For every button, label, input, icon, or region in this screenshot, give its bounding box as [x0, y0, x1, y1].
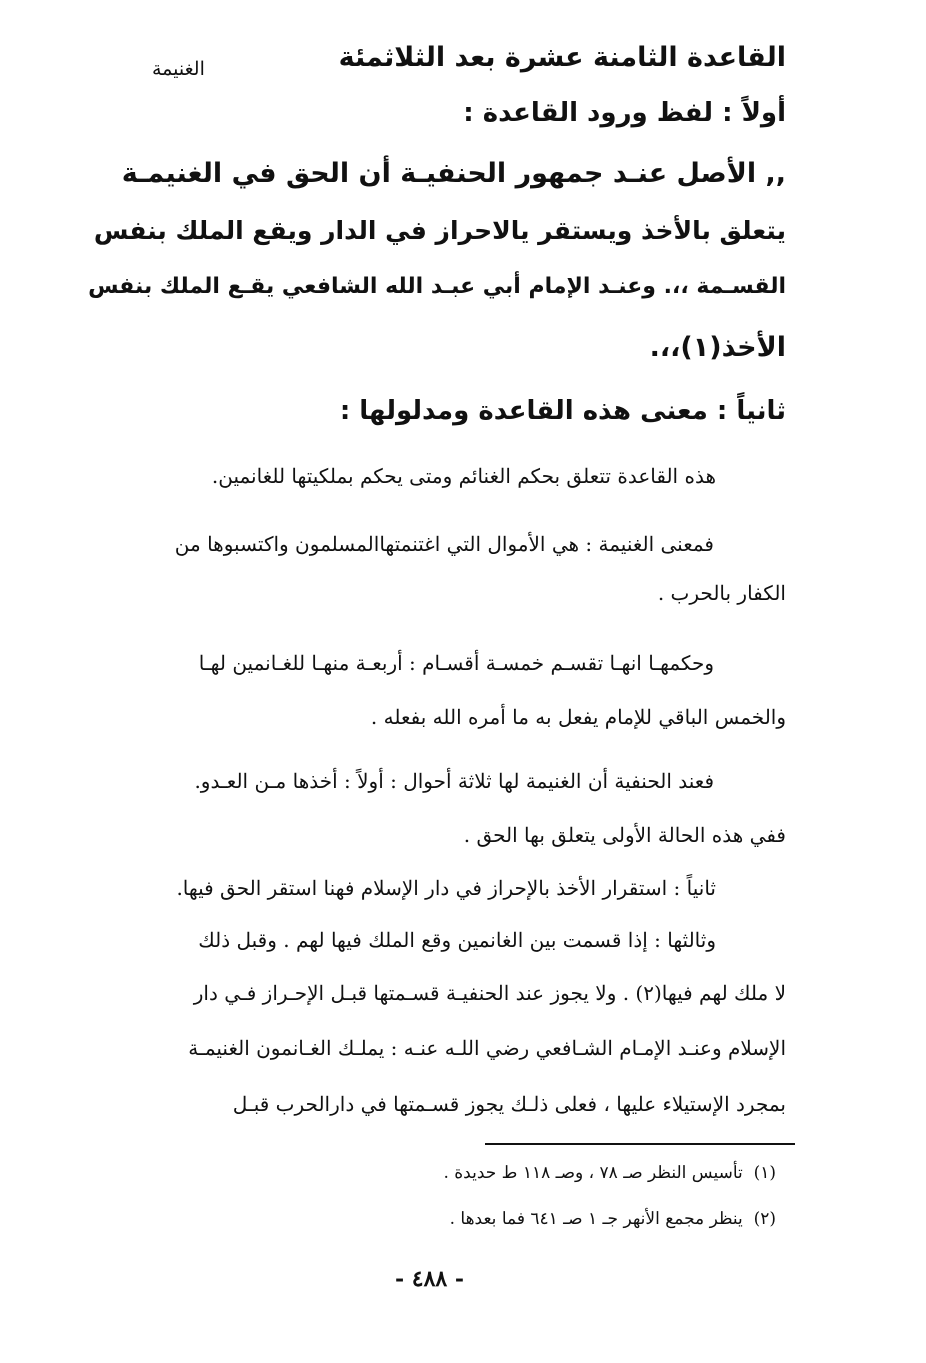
quote-line-1: ,, الأصل عنـد جمهور الحنفيـة أن الحق في الغنيمـة: [121, 158, 786, 189]
footnote-separator: [485, 1143, 795, 1145]
running-head-topic: الغنيمة: [152, 58, 205, 80]
rule-title: القاعدة الثامنة عشرة بعد الثلاثمئة: [338, 42, 786, 73]
body-line-5: والخمس الباقي للإمام يفعل به ما أمره الله بفعله .: [370, 705, 786, 729]
footnote-1: [443, 1165, 776, 1182]
quote-line-2: يتعلق بالأخذ ويستقر يالاحراز في الدار ويقع الملك بنفس: [93, 216, 786, 245]
body-line-12: بمجرد الإستيلاء عليها ، فعلى ذلـك يجوز قسـمتها في دارالحرب قبـل: [232, 1092, 786, 1116]
section-two-heading: ثانياً : معنى هذه القاعدة ومدلولها :: [339, 396, 786, 426]
page-number: - ٤٨٨ -: [395, 1266, 465, 1292]
body-line-7: ففي هذه الحالة الأولى يتعلق بها الحق .: [463, 823, 786, 847]
body-line-3: الكفار بالحرب .: [657, 581, 786, 605]
footnote-1-marker: (١): [753, 1163, 776, 1183]
body-line-1: هذه القاعدة تتعلق بحكم الغنائم ومتى يحكم بملكيتها للغانمين.: [211, 464, 716, 488]
footnote-2-marker: (٢): [753, 1209, 776, 1229]
footnote-1-text: تأسيس النظر صـ ٧٨ ، وصـ ١١٨ ط حديدة .: [443, 1163, 743, 1183]
body-line-11: الإسلام وعنـد الإمـام الشـافعي رضي اللـه عنـه : يملـك الغـانمون الغنيمـة: [188, 1036, 786, 1060]
footnote-2-text: ينظر مجمع الأنهر جـ ١ صـ ٦٤١ فما بعدها .: [449, 1209, 743, 1229]
body-line-6: فعند الحنفية أن الغنيمة لها ثلاثة أحوال : أولاً : أخذها مـن العـدو.: [194, 769, 714, 793]
quote-line-4: الأخذ(١)،،.: [649, 332, 786, 363]
body-line-9: وثالثها : إذا قسمت بين الغانمين وقع الملك فيها لهم . وقبل ذلك: [198, 928, 716, 952]
footnote-2: [450, 1211, 776, 1228]
body-line-4: وحكمهـا انهـا تقسـم خمسـة أقسـام : أربعـة منهـا للغـانمين لهـا: [198, 651, 714, 675]
body-line-8: ثانياً : استقرار الأخذ بالإحراز في دار الإسلام فهنا استقر الحق فيها.: [176, 876, 716, 900]
section-one-heading: أولاً : لفظ ورود القاعدة :: [463, 98, 786, 128]
body-line-2: فمعنى الغنيمة : هي الأموال التي اغتنمتهاالمسلمون واكتسبوها من: [174, 532, 714, 556]
body-line-10: لا ملك لهم فيها(٢) . ولا يجوز عند الحنفيـة قسـمتها قبـل الإحـراز فـي دار: [193, 981, 786, 1005]
quote-line-3: القسـمة ،،. وعنـد الإمام أبي عبـد الله الشافعي يقـع الملك بنفس: [88, 274, 786, 299]
